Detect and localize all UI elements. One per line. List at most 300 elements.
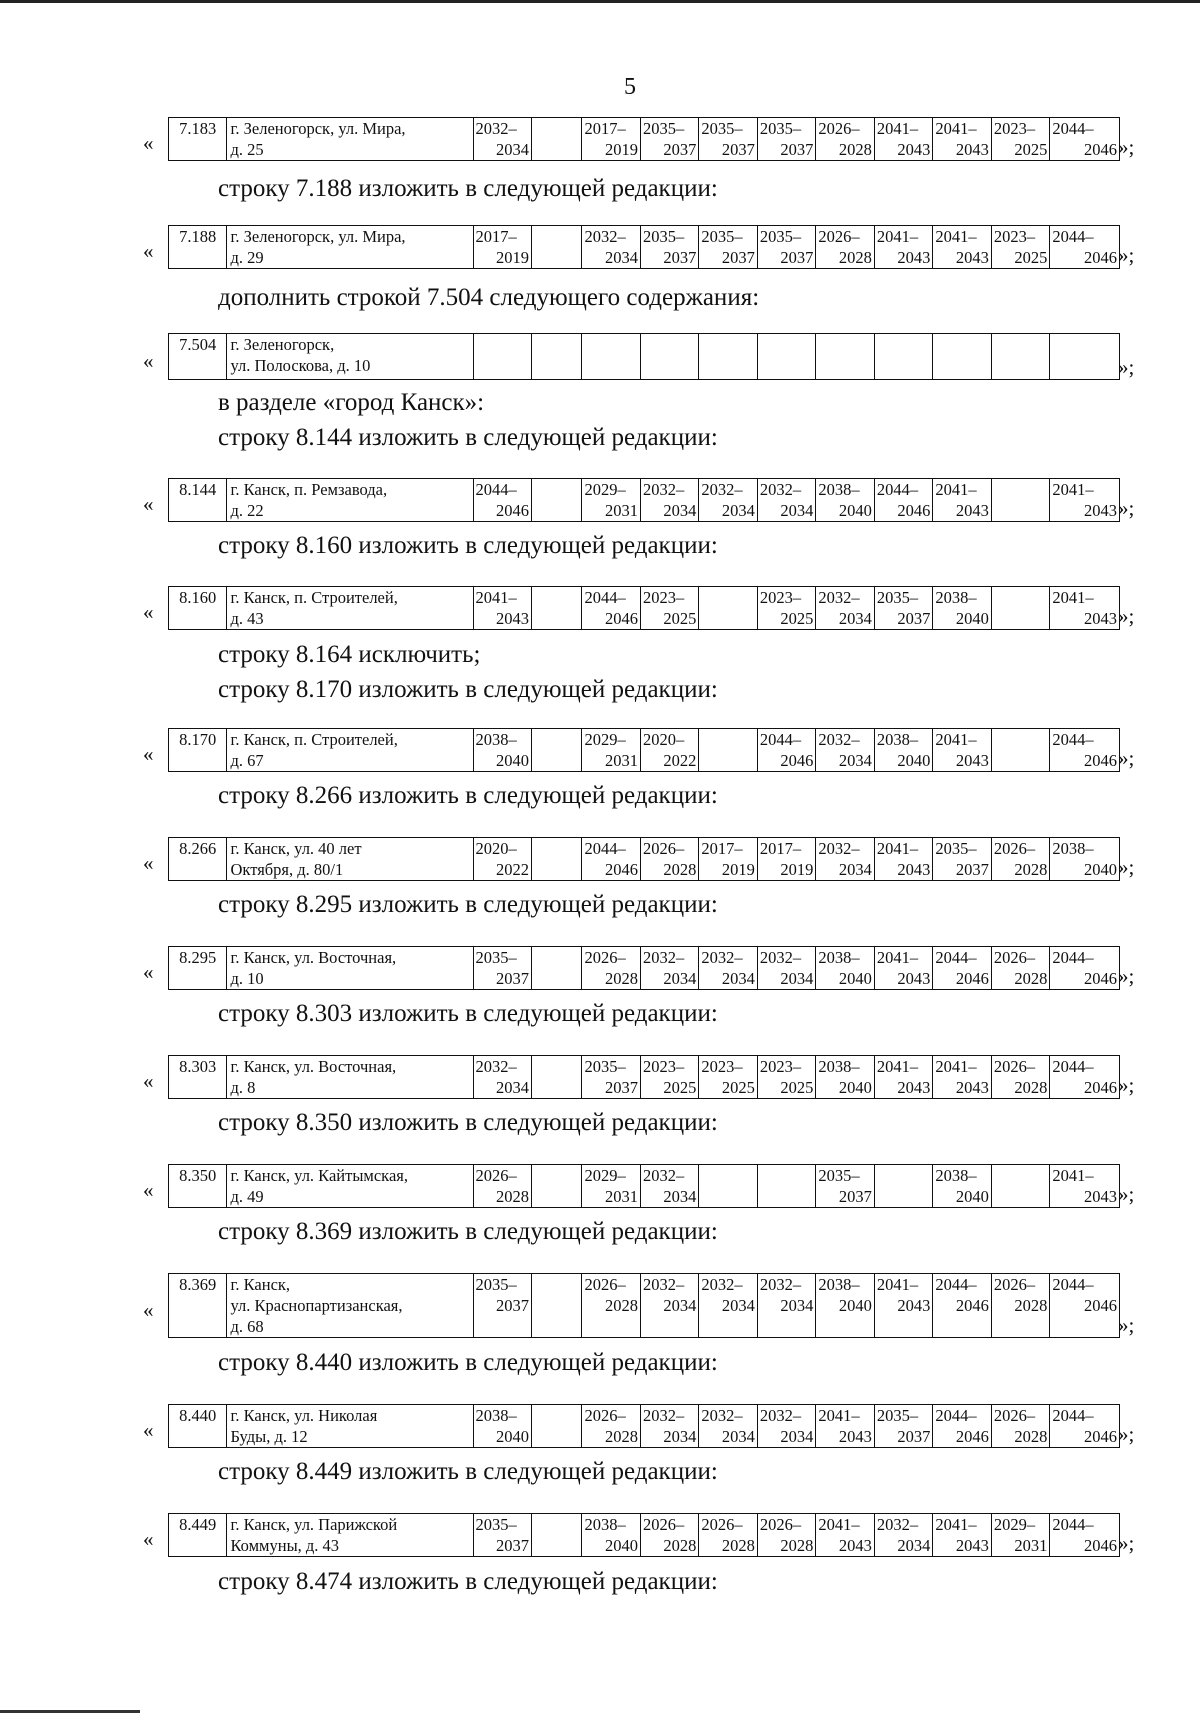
year-start: 2038– — [935, 588, 977, 607]
schedule-table-row — [168, 1055, 1120, 1099]
instruction-text: дополнить строкой 7.504 следующего содержания: — [218, 284, 760, 311]
year-range-cell — [699, 1405, 757, 1448]
year-end: 2028 — [1014, 1427, 1048, 1446]
year-start: 2035– — [935, 839, 977, 858]
year-range-cell — [874, 1514, 932, 1557]
instruction-text: строку 8.164 исключить; — [218, 641, 481, 668]
year-range-cell — [582, 587, 640, 630]
row-number: 8.449 — [169, 1514, 227, 1557]
year-start: 2041– — [876, 948, 919, 967]
year-end: 2046 — [955, 969, 989, 988]
year-start: 2032– — [759, 1275, 802, 1294]
year-end: 2022 — [663, 751, 697, 770]
year-start: 2026– — [701, 1515, 743, 1534]
year-end: 2046 — [955, 1296, 989, 1315]
instruction-text: строку 8.144 изложить в следующей редакции: — [218, 424, 718, 451]
address-cell — [227, 1056, 473, 1099]
address-line: д. 67 — [230, 751, 264, 770]
year-range-cell — [874, 1405, 932, 1448]
year-end: 2034 — [663, 501, 697, 520]
year-end: 2040 — [897, 751, 931, 770]
open-quote: « — [143, 600, 154, 624]
address-line: г. Канск, п. Строителей, — [230, 730, 398, 749]
close-quote: »; — [1118, 604, 1135, 628]
address-cell — [227, 947, 473, 990]
year-range-cell — [1050, 334, 1120, 380]
address-cell — [227, 479, 473, 522]
year-range-cell — [1050, 838, 1120, 881]
year-end: 2034 — [780, 969, 814, 988]
year-end: 2034 — [780, 1427, 814, 1446]
year-end: 2034 — [838, 609, 872, 628]
year-start: 2020– — [475, 839, 517, 858]
amendment-row-8-350 — [0, 1164, 1200, 1208]
year-end: 2046 — [897, 501, 931, 520]
year-range-cell — [532, 587, 582, 630]
year-end: 2046 — [1084, 751, 1117, 770]
year-start: 2035– — [642, 227, 685, 246]
year-end: 2034 — [496, 1078, 530, 1097]
year-start: 2041– — [876, 119, 919, 138]
year-range-cell — [582, 1405, 640, 1448]
year-range-cell — [816, 1056, 874, 1099]
year-range-cell — [757, 729, 815, 772]
year-end: 2043 — [955, 1536, 989, 1555]
year-range-cell — [1050, 1274, 1120, 1338]
year-start: 2044– — [935, 1275, 977, 1294]
year-range-cell — [640, 479, 698, 522]
year-end: 2034 — [838, 751, 872, 770]
amendment-row-8-369 — [0, 1273, 1200, 1339]
year-start: 2023– — [642, 588, 685, 607]
address-line: д. 25 — [230, 140, 264, 159]
year-range-cell — [816, 587, 874, 630]
open-quote: « — [143, 349, 154, 373]
open-quote: « — [143, 1527, 154, 1551]
year-end: 2043 — [955, 248, 989, 267]
address-line: г. Зеленогорск, ул. Мира, — [230, 119, 406, 138]
instruction-text: строку 8.266 изложить в следующей редакции: — [218, 782, 718, 809]
schedule-table-row — [168, 1404, 1120, 1448]
year-start: 2038– — [818, 1275, 860, 1294]
year-range-cell — [874, 1056, 932, 1099]
amendment-row-7-188 — [0, 225, 1200, 269]
year-range-cell — [473, 838, 531, 881]
close-quote: »; — [1118, 1313, 1135, 1337]
year-range-cell — [582, 1274, 640, 1338]
row-number: 7.188 — [169, 226, 227, 269]
year-start: 2017– — [475, 227, 517, 246]
year-end: 2034 — [663, 1296, 697, 1315]
amendment-row-8-303 — [0, 1055, 1200, 1099]
year-start: 2041– — [818, 1515, 860, 1534]
year-start: 2041– — [876, 839, 919, 858]
year-range-cell — [582, 1056, 640, 1099]
row-number: 8.303 — [169, 1056, 227, 1099]
year-range-cell — [640, 729, 698, 772]
year-range-cell — [757, 587, 815, 630]
year-start: 2035– — [701, 119, 743, 138]
year-end: 2037 — [604, 1078, 638, 1097]
year-end: 2046 — [1084, 1078, 1117, 1097]
year-end: 2046 — [1084, 248, 1117, 267]
year-start: 2032– — [642, 948, 685, 967]
year-range-cell — [757, 334, 815, 380]
year-end: 2043 — [955, 1078, 989, 1097]
year-range-cell — [532, 226, 582, 269]
address-line: г. Канск, ул. Восточная, — [230, 1057, 397, 1076]
top-edge-rule — [0, 0, 1200, 3]
year-start: 2044– — [475, 480, 517, 499]
year-end: 2031 — [604, 1187, 638, 1206]
year-range-cell — [582, 838, 640, 881]
row-number: 8.160 — [169, 587, 227, 630]
year-start: 2035– — [759, 227, 802, 246]
amendment-row-8-266 — [0, 837, 1200, 881]
year-range-cell — [757, 118, 815, 161]
year-range-cell — [991, 947, 1049, 990]
year-start: 2041– — [935, 730, 977, 749]
year-range-cell — [816, 479, 874, 522]
year-range-cell — [473, 587, 531, 630]
open-quote: « — [143, 492, 154, 516]
year-range-cell — [699, 334, 757, 380]
year-range-cell — [816, 1514, 874, 1557]
year-end: 2040 — [838, 969, 872, 988]
year-start: 2038– — [584, 1515, 626, 1534]
address-cell — [227, 1165, 473, 1208]
schedule-table-row — [168, 1273, 1120, 1338]
address-line: ул. Краснопартизанская, — [230, 1296, 403, 1315]
year-range-cell — [991, 587, 1049, 630]
year-range-cell — [757, 1405, 815, 1448]
year-start: 2035– — [475, 1275, 517, 1294]
year-range-cell — [757, 1056, 815, 1099]
year-end: 2025 — [780, 609, 814, 628]
year-range-cell — [473, 1274, 531, 1338]
year-range-cell — [933, 729, 991, 772]
year-start: 2032– — [701, 1406, 743, 1425]
year-end: 2046 — [1084, 969, 1117, 988]
address-line: д. 8 — [230, 1078, 256, 1097]
year-start: 2035– — [642, 119, 685, 138]
year-start: 2017– — [759, 839, 802, 858]
year-end: 2037 — [780, 248, 814, 267]
year-start: 2026– — [475, 1166, 517, 1185]
year-range-cell — [532, 479, 582, 522]
year-start: 2041– — [475, 588, 517, 607]
year-end: 2028 — [1014, 1078, 1048, 1097]
year-end: 2040 — [604, 1536, 638, 1555]
year-range-cell — [473, 226, 531, 269]
year-range-cell — [933, 947, 991, 990]
year-start: 2041– — [935, 480, 977, 499]
year-range-cell — [757, 1514, 815, 1557]
year-end: 2028 — [663, 1536, 697, 1555]
year-start: 2026– — [584, 1406, 626, 1425]
open-quote: « — [143, 1069, 154, 1093]
year-range-cell — [816, 334, 874, 380]
year-end: 2034 — [897, 1536, 931, 1555]
year-end: 2043 — [1084, 501, 1117, 520]
year-range-cell — [582, 1165, 640, 1208]
address-line: д. 43 — [230, 609, 264, 628]
year-start: 2041– — [1052, 588, 1094, 607]
instruction-text: строку 8.160 изложить в следующей редакции: — [218, 532, 718, 559]
row-number: 8.170 — [169, 729, 227, 772]
year-start: 2041– — [935, 1515, 977, 1534]
year-range-cell — [933, 1514, 991, 1557]
amendment-row-7-183 — [0, 117, 1200, 161]
year-start: 2032– — [759, 1406, 802, 1425]
close-quote: »; — [1118, 1422, 1135, 1446]
year-start: 2029– — [584, 730, 626, 749]
year-start: 2035– — [818, 1166, 860, 1185]
year-end: 2046 — [496, 501, 530, 520]
address-line: г. Канск, ул. Николая — [230, 1406, 378, 1425]
amendment-row-8-440 — [0, 1404, 1200, 1448]
row-number: 8.350 — [169, 1165, 227, 1208]
year-range-cell — [699, 1056, 757, 1099]
year-start: 2035– — [475, 948, 517, 967]
year-start: 2029– — [584, 1166, 626, 1185]
year-range-cell — [933, 1405, 991, 1448]
year-range-cell — [874, 729, 932, 772]
year-end: 2019 — [780, 860, 814, 879]
schedule-table-row — [168, 586, 1120, 630]
year-start: 2038– — [1052, 839, 1094, 858]
year-range-cell — [532, 1056, 582, 1099]
address-line: д. 49 — [230, 1187, 264, 1206]
year-range-cell — [582, 1514, 640, 1557]
year-end: 2031 — [604, 501, 638, 520]
year-start: 2035– — [876, 588, 919, 607]
year-range-cell — [473, 947, 531, 990]
year-range-cell — [991, 838, 1049, 881]
year-start: 2041– — [876, 1275, 919, 1294]
year-range-cell — [1050, 226, 1120, 269]
schedule-table-row — [168, 333, 1120, 380]
year-end: 2043 — [897, 248, 931, 267]
open-quote: « — [143, 131, 154, 155]
year-range-cell — [757, 947, 815, 990]
year-start: 2038– — [876, 730, 919, 749]
address-cell — [227, 334, 473, 380]
year-range-cell — [640, 1405, 698, 1448]
year-end: 2037 — [897, 609, 931, 628]
year-end: 2037 — [496, 1296, 530, 1315]
year-start: 2038– — [818, 1057, 860, 1076]
year-end: 2040 — [838, 1078, 872, 1097]
year-range-cell — [874, 334, 932, 380]
year-range-cell — [582, 947, 640, 990]
year-start: 2041– — [935, 1057, 977, 1076]
year-start: 2032– — [475, 119, 517, 138]
year-range-cell — [816, 226, 874, 269]
year-range-cell — [640, 1274, 698, 1338]
year-start: 2026– — [584, 1275, 626, 1294]
year-end: 2046 — [604, 609, 638, 628]
year-range-cell — [582, 729, 640, 772]
year-range-cell — [473, 1514, 531, 1557]
close-quote: »; — [1118, 964, 1135, 988]
year-end: 2034 — [604, 248, 638, 267]
schedule-table-row — [168, 1164, 1120, 1208]
year-start: 2044– — [935, 948, 977, 967]
open-quote: « — [143, 239, 154, 263]
year-end: 2028 — [496, 1187, 530, 1206]
year-range-cell — [582, 479, 640, 522]
year-end: 2040 — [955, 609, 989, 628]
year-end: 2028 — [1014, 1296, 1048, 1315]
year-end: 2040 — [1084, 860, 1117, 879]
open-quote: « — [143, 1298, 154, 1322]
year-range-cell — [473, 479, 531, 522]
year-start: 2038– — [818, 480, 860, 499]
year-start: 2026– — [759, 1515, 802, 1534]
instruction-text: строку 7.188 изложить в следующей редакции: — [218, 175, 718, 202]
year-end: 2046 — [604, 860, 638, 879]
year-range-cell — [473, 1405, 531, 1448]
address-line: г. Зеленогорск, — [230, 335, 335, 354]
year-start: 2044– — [1052, 1057, 1094, 1076]
year-start: 2017– — [584, 119, 626, 138]
close-quote: »; — [1118, 1073, 1135, 1097]
year-start: 2038– — [935, 1166, 977, 1185]
schedule-table-row — [168, 946, 1120, 990]
year-range-cell — [473, 1165, 531, 1208]
year-end: 2022 — [496, 860, 530, 879]
address-cell — [227, 838, 473, 881]
year-end: 2040 — [838, 501, 872, 520]
year-end: 2046 — [1084, 140, 1117, 159]
year-range-cell — [532, 1514, 582, 1557]
year-end: 2028 — [838, 140, 872, 159]
amendment-row-7-504 — [0, 333, 1200, 381]
year-start: 2026– — [818, 119, 860, 138]
address-line: г. Зеленогорск, ул. Мира, — [230, 227, 406, 246]
year-end: 2037 — [496, 1536, 530, 1555]
year-start: 2032– — [818, 730, 860, 749]
year-range-cell — [1050, 118, 1120, 161]
year-range-cell — [874, 226, 932, 269]
year-start: 2032– — [759, 480, 802, 499]
year-range-cell — [582, 118, 640, 161]
year-range-cell — [640, 838, 698, 881]
close-quote: »; — [1118, 855, 1135, 879]
year-start: 2041– — [818, 1406, 860, 1425]
instruction-text: строку 8.440 изложить в следующей редакции: — [218, 1349, 718, 1376]
year-end: 2019 — [604, 140, 638, 159]
year-start: 2032– — [876, 1515, 919, 1534]
year-range-cell — [640, 1056, 698, 1099]
schedule-table-row — [168, 837, 1120, 881]
year-end: 2025 — [780, 1078, 814, 1097]
instruction-text: строку 8.295 изложить в следующей редакции: — [218, 891, 718, 918]
instruction-text: строку 8.170 изложить в следующей редакции: — [218, 676, 718, 703]
year-start: 2044– — [1052, 730, 1094, 749]
year-start: 2038– — [475, 1406, 517, 1425]
year-start: 2041– — [876, 227, 919, 246]
year-range-cell — [757, 479, 815, 522]
year-start: 2044– — [584, 839, 626, 858]
year-start: 2032– — [818, 839, 860, 858]
year-start: 2032– — [642, 480, 685, 499]
year-end: 2034 — [721, 1427, 755, 1446]
open-quote: « — [143, 851, 154, 875]
year-end: 2037 — [955, 860, 989, 879]
year-end: 2040 — [496, 751, 530, 770]
instruction-text: строку 8.449 изложить в следующей редакции: — [218, 1458, 718, 1485]
year-range-cell — [640, 334, 698, 380]
year-range-cell — [1050, 1165, 1120, 1208]
year-range-cell — [473, 729, 531, 772]
year-start: 2029– — [584, 480, 626, 499]
year-end: 2028 — [721, 1536, 755, 1555]
year-end: 2031 — [1014, 1536, 1048, 1555]
year-start: 2038– — [475, 730, 517, 749]
address-line: д. 29 — [230, 248, 264, 267]
year-start: 2023– — [993, 119, 1036, 138]
year-start: 2041– — [935, 119, 977, 138]
address-cell — [227, 226, 473, 269]
year-start: 2041– — [1052, 1166, 1094, 1185]
year-range-cell — [991, 1165, 1049, 1208]
year-end: 2028 — [604, 1427, 638, 1446]
year-end: 2037 — [496, 969, 530, 988]
year-range-cell — [1050, 1514, 1120, 1557]
address-cell — [227, 118, 473, 161]
page-number: 5 — [624, 74, 636, 100]
year-range-cell — [473, 334, 531, 380]
year-end: 2028 — [1014, 860, 1048, 879]
instruction-text: строку 8.474 изложить в следующей редакции: — [218, 1568, 718, 1595]
instruction-text: строку 8.303 изложить в следующей редакции: — [218, 1000, 718, 1027]
year-range-cell — [874, 479, 932, 522]
year-end: 2028 — [1014, 969, 1048, 988]
year-range-cell — [640, 947, 698, 990]
year-range-cell — [933, 838, 991, 881]
year-start: 2032– — [584, 227, 626, 246]
year-range-cell — [933, 334, 991, 380]
year-range-cell — [532, 334, 582, 380]
amendment-row-8-160 — [0, 586, 1200, 630]
year-end: 2043 — [897, 1296, 931, 1315]
open-quote: « — [143, 742, 154, 766]
year-start: 2032– — [818, 588, 860, 607]
year-start: 2026– — [642, 839, 685, 858]
year-range-cell — [640, 226, 698, 269]
year-start: 2017– — [701, 839, 743, 858]
close-quote: »; — [1118, 1531, 1135, 1555]
year-end: 2043 — [897, 969, 931, 988]
year-end: 2037 — [721, 248, 755, 267]
year-range-cell — [640, 118, 698, 161]
year-range-cell — [640, 587, 698, 630]
year-start: 2032– — [701, 480, 743, 499]
year-range-cell — [699, 118, 757, 161]
year-range-cell — [1050, 1405, 1120, 1448]
year-range-cell — [582, 334, 640, 380]
close-quote: »; — [1118, 355, 1135, 379]
year-start: 2044– — [759, 730, 802, 749]
year-range-cell — [532, 838, 582, 881]
footer-rule — [0, 1710, 140, 1713]
year-end: 2025 — [663, 609, 697, 628]
year-end: 2037 — [897, 1427, 931, 1446]
year-end: 2043 — [1084, 1187, 1117, 1206]
year-start: 2023– — [993, 227, 1036, 246]
